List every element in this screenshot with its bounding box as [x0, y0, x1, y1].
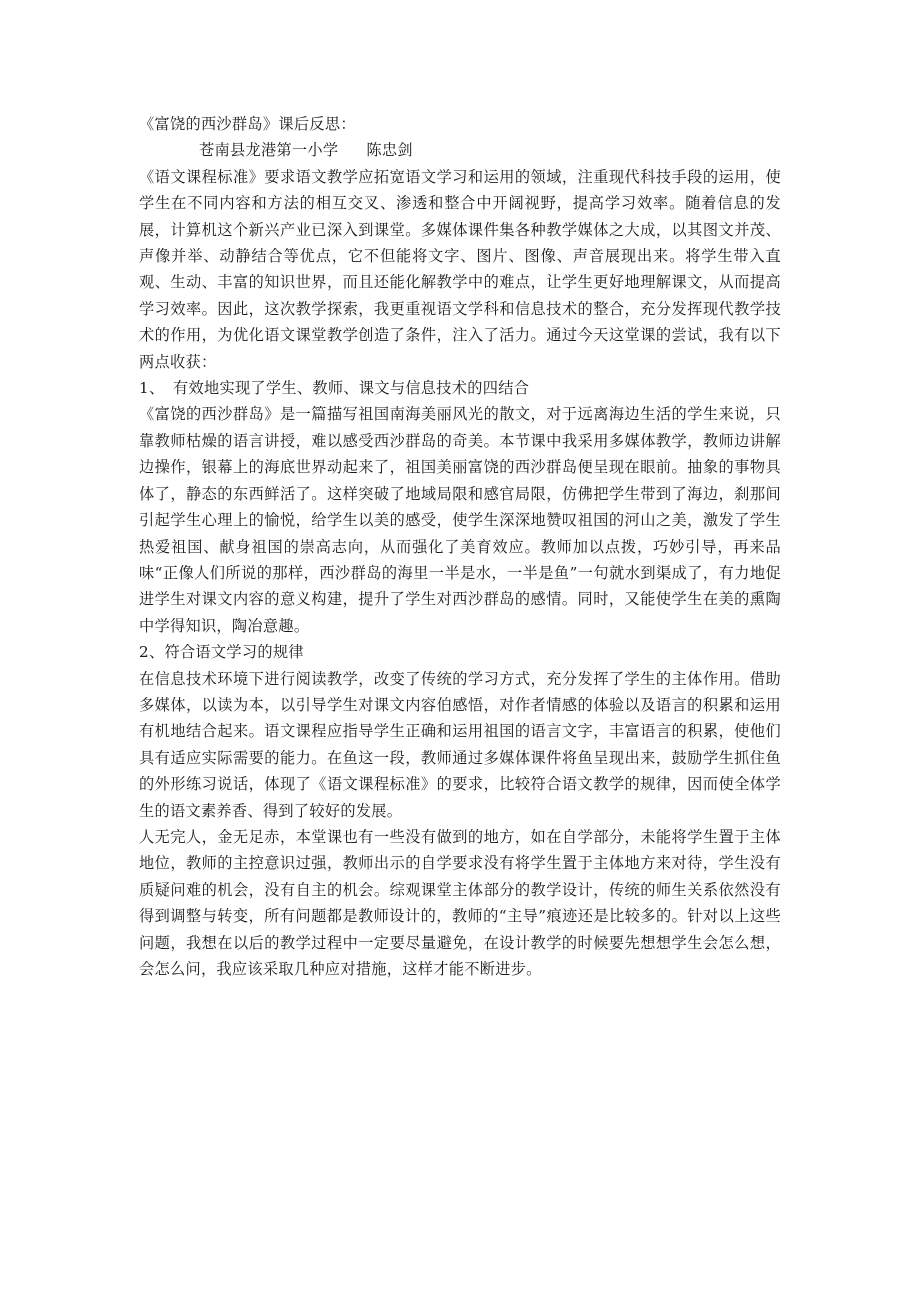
document-body — [139, 111, 781, 982]
section-2-heading-text: 符合语文学习的规律 — [164, 643, 304, 662]
section-2-number: 2、 — [139, 643, 165, 662]
section-1-heading-text: 有效地实现了学生、教师、课文与信息技术的四结合 — [173, 379, 530, 398]
section-1-number: 1、 — [139, 379, 165, 398]
school-name: 苍南县龙港第一小学 — [199, 141, 339, 160]
document-title: 《富饶的西沙群岛》课后反思： — [139, 115, 356, 133]
conclusion-paragraph: 人无完人，金无足赤，本堂课也有一些没有做到的地方，如在自学部分，未能将学生置于主体地位，教师的主控意识过强，教师出示的自学要求没有将学生置于主体地方来对待，学生没有质疑问难的机会，没有自主的机会。综观课堂主体部分的教学设计，传统的师生关系依然没有得到调整与转变，所有问题都是教师设计的，教师的“主导”痕迹还是比较多的。针对以上这些问题，我想在以后的教学过程中一定要尽量避免，在设计教学的时候要先想想学生会怎么想，会怎么问，我应该采取几种应对措施，这样才能不断进步。 — [139, 827, 781, 978]
section-1-paragraph: 《富饶的西沙群岛》是一篇描写祖国南海美丽风光的散文，对于远离海边生活的学生来说，只靠教师枯燥的语言讲授，难以感受西沙群岛的奇美。本节课中我采用多媒体教学，教师边讲解边操作，银幕上的海底世界动起来了，祖国美丽富饶的西沙群岛便呈现在眼前。抽象的事物具体了，静态的东西鲜活了。这样突破了地域局限和感官局限，仿佛把学生带到了海边，刹那间引起学生心理上的愉悦，给学生以美的感受，使学生深深地赞叹祖国的河山之美，激发了学生热爱祖国、献身祖国的崇高志向，从而强化了美育效应。教师加以点拨，巧妙引导，再来品味“正像人们所说的那样，西沙群岛的海里一半是水，一半是鱼”一句就水到渠成了，有力地促进学生对课文内容的意义构建，提升了学生对西沙群岛的感情。同时，又能使学生在美的熏陶中学得知识，陶冶意趣。 — [139, 405, 781, 635]
section-2-paragraph: 在信息技术环境下进行阅读教学，改变了传统的学习方式，充分发挥了学生的主体作用。借助多媒体，以读为本，以引导学生对课文内容伯感悟，对作者情感的体验以及语言的积累和运用有机地结合起来。语文课程应指导学生正确和运用祖国的语言文字，丰富语言的积累，使他们具有适应实际需要的能力。在鱼这一段，教师通过多媒体课件将鱼呈现出来，鼓励学生抓住鱼的外形练习说话，体现了《语文课程标准》的要求，比较符合语文教学的规律，因而使全体学生的语文素养香、得到了较好的发展。 — [139, 669, 781, 820]
author-name: 陈忠剑 — [366, 141, 413, 160]
intro-paragraph: 《语文课程标准》要求语文教学应拓宽语文学习和运用的领域，注重现代科技手段的运用，使学生在不同内容和方法的相互交叉、渗透和整合中开阔视野，提高学习效率。随着信息的发展，计算机这个新兴产业已深入到课堂。多媒体课件集各种教学媒体之大成，以其图文并茂、声像并举、动静结合等优点，它不但能将文字、图片、图像、声音展现出来。将学生带入直观、生动、丰富的知识世界，而且还能化解教学中的难点，让学生更好地理解课文，从而提高学习效率。因此，这次教学探索，我更重视语文学科和信息技术的整合，充分发挥现代教学技术的作用，为优化语文课堂教学创造了条件，注入了活力。通过今天这堂课的尝试，我有以下两点收获： — [139, 167, 781, 371]
section-2-heading — [139, 639, 781, 665]
section-1-heading — [139, 375, 781, 401]
author-line — [139, 137, 781, 163]
